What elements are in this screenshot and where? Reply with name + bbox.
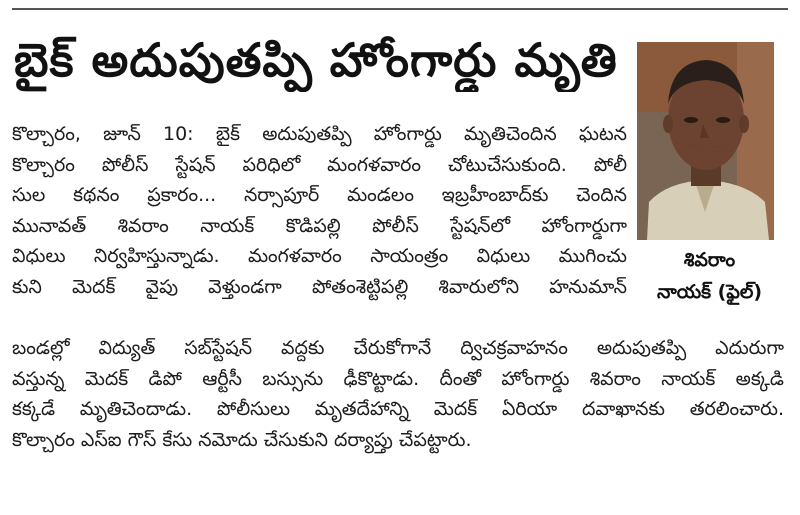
body-line: మునావత్ శివరాం నాయక్ కొడిపల్లి పోలీస్ స్టేషన్‌లో హోంగార్డుగా bbox=[12, 214, 627, 237]
news-photo bbox=[637, 42, 774, 240]
body-line: వస్తున్న మెదక్ డిపో ఆర్టీసీ బస్సును ఢీకొట్టాడు. దీంతో హోంగార్డు శివరాం నాయక్ అక్కడి bbox=[12, 367, 784, 390]
body-line: కొల్చారం ఎస్ఐ గౌస్ కేసు నమోదు చేసుకుని దర్యాప్తు చేపట్టారు. bbox=[12, 428, 472, 451]
body-line: కుని మెదక్ వైపు వెళ్తుండగా పోతంశెట్టిపల్లి శివారులోని హనుమాన్ bbox=[12, 275, 627, 298]
body-line: బండల్లో విద్యుత్ సబ్‌స్టేషన్ వద్దకు చేరుకోగానే ద్విచక్రవాహనం అదుపుతప్పి ఎదురుగా bbox=[12, 337, 784, 359]
body-line: కక్కడే మృతిచెందాడు. పోలీసులు మృతదేహాన్ని మెదక్ ఏరియా దవాఖానకు తరలించారు. bbox=[12, 398, 784, 420]
body-line: విధులు నిర్వహిస్తున్నాడు. మంగళవారం సాయంత్రం విధులు ముగించు bbox=[12, 245, 627, 267]
person-photo-icon bbox=[637, 42, 774, 240]
caption-detail: నాయక్ (ఫైల్) bbox=[656, 281, 763, 303]
photo-caption bbox=[637, 244, 782, 308]
caption-name: శివరాం bbox=[683, 249, 736, 271]
headline: బైక్ అదుపుతప్పి హోంగార్డు మృతి bbox=[14, 33, 618, 87]
article-body-wide bbox=[12, 333, 784, 455]
article-body-narrow bbox=[12, 119, 627, 302]
body-line: సుల కథనం ప్రకారం... నర్సాపూర్ మండలం ఇబ్రహీంబాద్‌కు చెందిన bbox=[12, 184, 627, 206]
body-line: కొల్చారం, జూన్ 10: బైక్ అదుపుతప్పి హోంగార్డు మృతిచెందిన ఘటన bbox=[12, 123, 627, 145]
body-line: కొల్చారం పోలీస్ స్టేషన్ పరిధిలో మంగళవారం చోటుచేసుకుంది. పోలీ bbox=[12, 153, 627, 176]
top-divider bbox=[12, 8, 788, 10]
